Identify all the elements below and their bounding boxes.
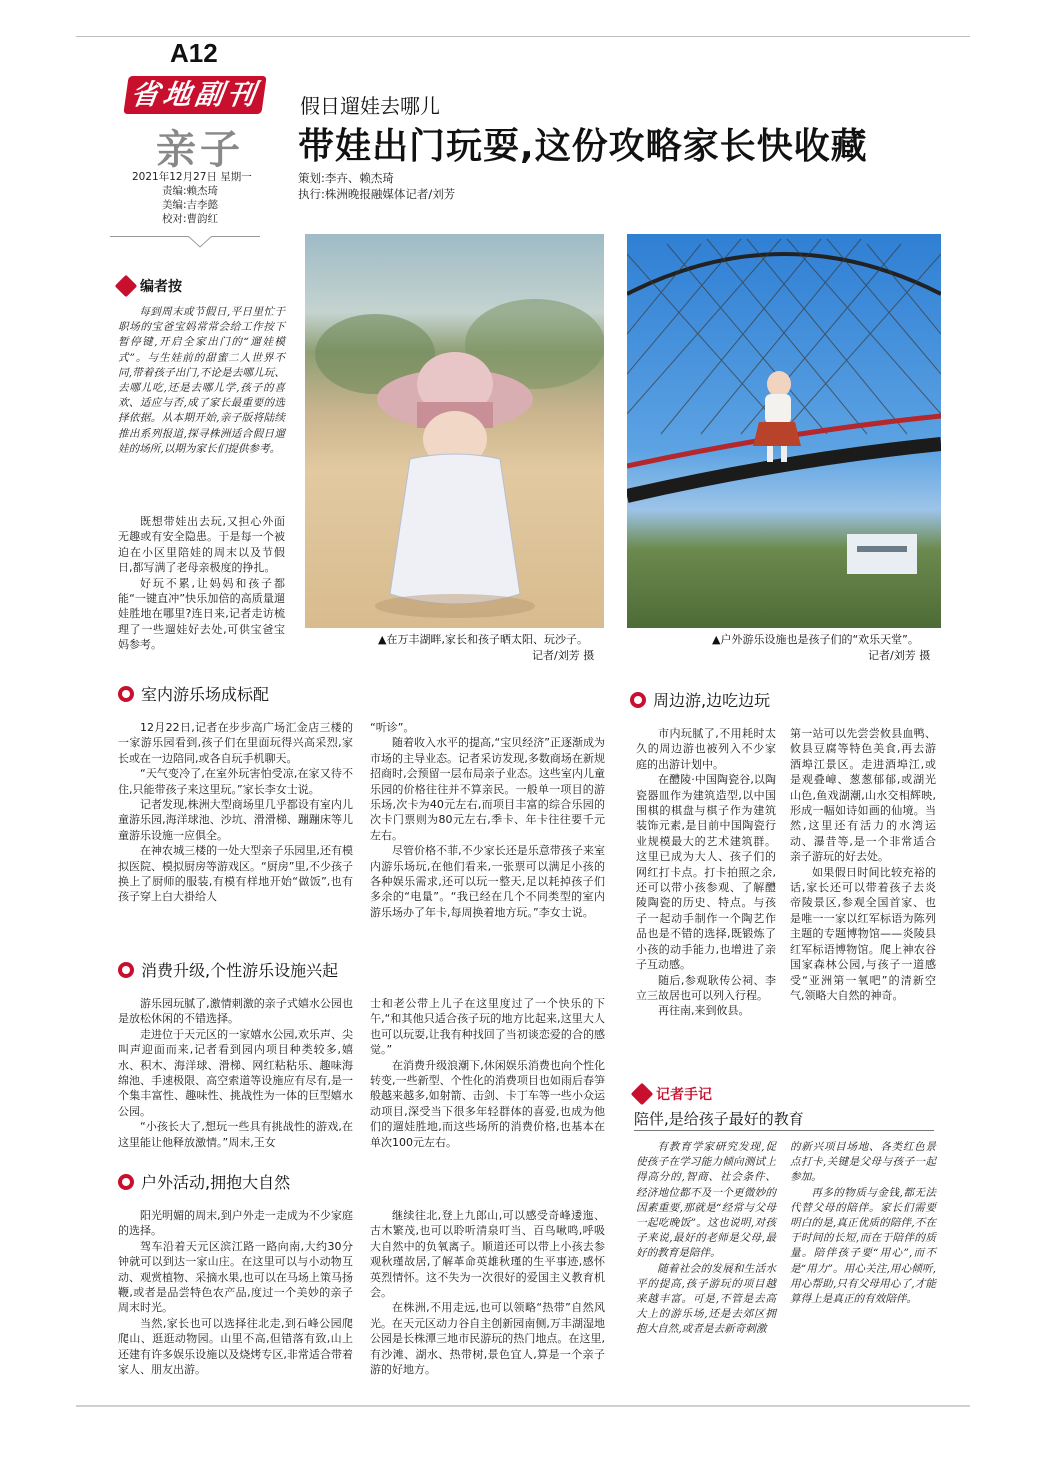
paragraph: 如果假日时间比较充裕的话,家长还可以带着孩子去炎帝陵景区,参观全国首家、也是唯一一家以红军标语为陈列主题的专题博物馆——炎陵县红军标语博物馆。爬上神农谷国家森林公园,与孩子一道感受“亚洲第一氧吧”的清新空气,领略大自然的神奇。: [790, 865, 936, 1002]
section-nearby-col2: [790, 726, 936, 1003]
proof-credit: 校对:曹韵红: [162, 213, 219, 225]
photo-left-caption: ▲在万丰湖畔,家长和孩子晒太阳、玩沙子。: [378, 633, 588, 646]
photo-rope-bridge: [627, 234, 941, 628]
paragraph: 在神农城三楼的一处大型亲子乐园里,还有模拟医院、模拟厨房等游戏区。“厨房”里,不少孩子换上了厨师的服装,有模有样地开始“做饭”,也有孩子穿上白大褂给人: [118, 844, 353, 904]
section-outdoor-col1: [118, 1208, 353, 1377]
section-consumption-col2: [370, 996, 605, 1150]
paragraph: 第一站可以先尝尝攸县血鸭、攸县豆腐等特色美食,再去游酒埠江景区。走进酒埠江,或是观叠嶂、葱葱郁郁,或湖光山色,鱼戏湖潮,山水交相辉映,形成一幅如诗如画的仙境。当然,这里还有活力的水湾运动、瀑昔等,是一个非常适合亲子游玩的好去处。: [790, 727, 936, 864]
masthead-meta: [132, 170, 282, 226]
paragraph: 在株洲,不用走远,也可以领略“热带”自然风光。在天元区动力谷自主创新园南侧,万丰湖湿地公园是长株潭三地市民游玩的热门地点。在这里,有沙滩、湖水、热带树,景色宜人,算是一个亲子游的好地方。: [370, 1301, 605, 1377]
reporter-note-tag: [634, 1084, 712, 1104]
reporter-note-title: 陪伴,是给孩子最好的教育: [634, 1110, 804, 1128]
headline-kicker: 假日遛娃去哪儿: [300, 94, 440, 118]
paragraph: 游乐园玩腻了,激情刺激的亲子式嬉水公园也是放松休闲的不错选择。: [118, 997, 353, 1026]
paragraph: 随着社会的发展和生活水平的提高,孩子游玩的项目越来越丰富。可是,不管是去高大上的游乐场,还是去郊区拥抱大自然,或者是去新奇刺激: [636, 1262, 776, 1336]
paragraph: 驾车沿着天元区滨江路一路向南,大约30分钟就可以到达一家山庄。在这里可以与小动物互动、观赏植物、采摘水果,也可以在马场上策马扬鞭,或者是品尝特色农产品,度过一个美妙的亲子周末时光。: [118, 1239, 353, 1315]
section-outdoor-heading: [118, 1170, 290, 1193]
editor-note-tag: [118, 276, 182, 296]
section-nearby-col1: [636, 726, 776, 1019]
paragraph: 记者发现,株洲大型商场里几乎都设有室内儿童游乐园,海洋球池、沙坑、滑滑梯、蹦蹦床等儿童游乐设施一应俱全。: [118, 798, 353, 842]
paragraph: 当然,家长也可以选择往北走,到石峰公园爬爬山、逛逛动物园。山里不高,但错落有致,山上还建有许多娱乐设施以及烧烤专区,非常适合带着家人、朋友出游。: [118, 1316, 353, 1377]
paragraph: 继续往北,登上九郎山,可以感受奇峰逶迤、古木繁茂,也可以聆听清泉叮当、百鸟啾鸣,呼吸大自然中的负氧离子。顺道还可以带上小孩去参观秋瑾故居,了解革命英雄秋瑾的生平事迹,感怀英烈情怀。这不失为一次很好的爱国主义教育机会。: [370, 1209, 605, 1300]
reporter-note-rule: [634, 1130, 934, 1131]
paragraph: 随着收入水平的提高,“宝贝经济”正逐渐成为市场的主导业态。记者采访发现,多数商场在新规招商时,会预留一层布局亲子业态。这些室内儿童乐园的价格往往并不算亲民。一般单一项目的游乐场,次卡为40元左右,而项目丰富的综合乐园的次卡门票则为80元左右,季卡、年卡往往要千元左右。: [370, 736, 605, 842]
section-bullet-icon: [118, 962, 134, 978]
byline-planner: 策划:李卉、赖杰琦: [298, 171, 394, 185]
paragraph: 尽管价格不菲,不少家长还是乐意带孩子来室内游乐场玩,在他们看来,一张票可以满足小孩的各种娱乐需求,还可以玩一整天,足以耗掉孩子们多余的“电量”。“我已经在几个不同类型的室内游乐场办了年卡,每周换着地方玩。”李女士说。: [370, 844, 605, 919]
photo-rope-bridge-graphic: [627, 234, 941, 628]
section-nearby-title: 周边游,边吃边玩: [653, 691, 771, 710]
section-consumption-title: 消费升级,个性游乐设施兴起: [141, 961, 339, 980]
paragraph: “听诊”。: [370, 721, 415, 734]
paragraph: 随后,参观耿传公祠、李立三故居也可以列入行程。: [636, 973, 776, 1002]
section-banner: 省地副刊: [123, 76, 266, 114]
bottom-rule: [76, 1405, 970, 1407]
masthead-rule: [110, 236, 260, 237]
byline-executor: 执行:株洲晚报融媒体记者/刘芳: [298, 187, 456, 201]
section-indoor-title: 室内游乐场成标配: [141, 685, 270, 704]
channel-name: 亲子: [156, 126, 244, 173]
section-indoor-heading: [118, 682, 269, 705]
pen-icon: [631, 1083, 654, 1106]
photo-right-credit: 记者/刘芳 摄: [868, 649, 931, 662]
paragraph: “天气变冷了,在室外玩害怕受凉,在家又待不住,只能带孩子来这里玩。”家长李女士说。: [118, 767, 353, 796]
headline-title: 带娃出门玩耍,这份攻略家长快收藏: [298, 126, 868, 167]
paragraph: 士和老公带上儿子在这里度过了一个快乐的下午,“和其他只适合孩子玩的地方比起来,这里大人也可以玩耍,让我有种找回了当初谈恋爱的合的感觉。”: [370, 997, 605, 1057]
paragraph: 阳光明媚的周末,到户外走一走成为不少家庭的选择。: [118, 1209, 353, 1238]
paragraph: 有教育学家研究发现,促使孩子在学习能力倾向测试上得高分的,智商、社会条件、经济地位都不及一个更微妙的因素重要,那就是“经常与父母一起吃晚饭”。这也说明,对孩子来说,最好的老师是父母,最好的教育是陪伴。: [636, 1141, 776, 1260]
editor-note-text: 每到周末或节假日,平日里忙于职场的宝爸宝妈常常会给工作按下暂停键,开启全家出门的“遛娃模式”。与生娃前的甜蜜二人世界不同,带着孩子出门,不论是去哪儿玩、去哪儿吃,还是去哪儿学,孩子的喜欢、适应与否,成了家长最重要的选择依据。从本期开始,亲子版将陆续推出系列报道,探寻株洲适合假日遛娃的场所,以期为家长们提供参考。: [118, 306, 285, 455]
intro-text: [118, 514, 285, 653]
section-nearby-heading: [630, 688, 770, 711]
paragraph: 市内玩腻了,不用耗时太久的周边游也被列入不少家庭的出游计划中。: [636, 727, 776, 771]
section-consumption-heading: [118, 958, 338, 981]
section-bullet-icon: [630, 692, 646, 708]
intro-paragraph: 好玩不累,让妈妈和孩子都能“一键直冲”快乐加倍的高质量遛娃胜地在哪里?连日来,记者走访梳理了一些遛娃好去处,可供宝爸宝妈参考。: [118, 576, 285, 652]
editor-note-label: 编者按: [140, 279, 182, 295]
intro-paragraph: 既想带娃出去玩,又担心外面无趣或有安全隐患。于是每一个被迫在小区里陪娃的周末以及节假日,都写满了老母亲极度的挣扎。: [118, 515, 285, 575]
photo-left-credit: 记者/刘芳 摄: [532, 649, 595, 662]
editor-credit: 责编:赖杰琦: [162, 185, 219, 197]
pen-icon: [115, 275, 138, 298]
section-bullet-icon: [118, 686, 134, 702]
paragraph: 的新兴项目场地、各类红色景点打卡,关键是父母与孩子一起参加。: [790, 1141, 936, 1184]
masthead-notch-icon: [188, 236, 212, 248]
paragraph: 12月22日,记者在步步高广场汇金店三楼的一家游乐园看到,孩子们在里面玩得兴高采烈,家长或在一边陪同,或各自玩手机聊天。: [118, 721, 353, 765]
section-indoor-col1: [118, 720, 353, 905]
byline: [298, 170, 455, 202]
photo-sand-play-graphic: [305, 234, 604, 628]
paragraph: 走进位于天元区的一家嬉水公园,欢乐声、尖叫声迎面而来,记者看到园内项目种类较多,嬉水、积木、海洋球、滑梯、网红粘粘乐、趣味海绵池、手速极限、高空索道等设施应有尽有,是一个集丰富性、趣味性、挑战性为一体的巨型嬉水公园。: [118, 1027, 353, 1118]
paragraph: 在消费升级浪潮下,休闲娱乐消费也向个性化转变,一些新型、个性化的消费项目也如雨后春笋般越来越多,如射箭、击剑、卡丁车等一些小众运动项目,深受当下很多年轻群体的喜爱,也成为他们的遛娃胜地,而这些场所的消费价格,也基本在单次100元左右。: [370, 1058, 605, 1149]
issue-date: 2021年12月27日 星期一: [132, 171, 252, 183]
top-rule: [76, 36, 970, 37]
art-editor-credit: 美编:吉李懿: [162, 199, 219, 211]
reporter-note-col1: [636, 1140, 776, 1338]
section-indoor-col2: [370, 720, 605, 920]
paragraph: 在醴陵·中国陶瓷谷,以陶瓷器皿作为建筑造型,以中国围棋的棋盘与棋子作为建筑装饰元素,是目前中国陶瓷行业规模最大的艺术建筑群。这里已成为大人、孩子们的网红打卡点。打卡拍照之余,还可以带小孩参观、了解醴陵陶瓷的历史、特点。与孩子一起动手制作一个陶艺作品也是不错的选择,既锻炼了小孩的动手能力,也增进了亲子互动感。: [636, 773, 776, 972]
photo-sand-play: [305, 234, 604, 628]
photo-right-caption: ▲户外游乐设施也是孩子们的“欢乐天堂”。: [712, 633, 919, 646]
paragraph: 再多的物质与金钱,都无法代替父母的陪伴。家长们需要明白的是,真正优质的陪伴,不在于时间的长短,而在于陪伴的质量。陪伴孩子要“用心”,而不是“用力”。用心关注,用心倾听,用心帮助,只有父母用心了,才能算得上是真正的有效陪伴。: [790, 1186, 936, 1306]
reporter-note-label: 记者手记: [656, 1087, 712, 1103]
section-outdoor-col2: [370, 1208, 605, 1377]
reporter-note-col2: [790, 1140, 936, 1307]
paragraph: “小孩长大了,想玩一些具有挑战性的游戏,在这里能让他释放激情。”周末,王女: [118, 1120, 353, 1149]
page-number: A12: [170, 38, 218, 68]
section-outdoor-title: 户外活动,拥抱大自然: [141, 1173, 291, 1192]
section-consumption-col1: [118, 996, 353, 1150]
section-bullet-icon: [118, 1174, 134, 1190]
paragraph: 再往南,来到攸县。: [658, 1004, 750, 1018]
